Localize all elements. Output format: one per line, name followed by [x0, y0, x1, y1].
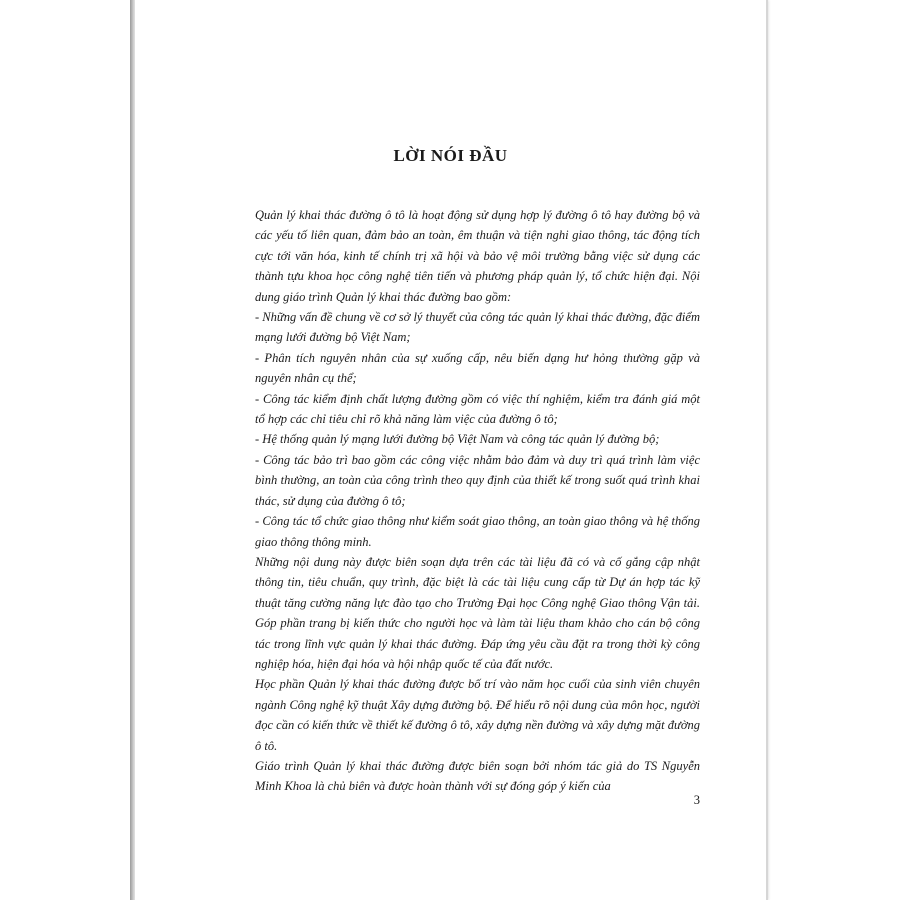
page-edge [766, 0, 768, 900]
paragraph: Quản lý khai thác đường ô tô là hoạt động sử dụng hợp lý đường ô tô hay đường bộ và các yếu tố liên quan, đảm bảo an toàn, êm thuận và tiện nghi giao thông, tác động tích cực tới văn hóa, kinh tế chính trị xã hội và bảo vệ môi trường bằng việc sử dụng các thành tựu khoa học công nghệ tiên tiến và phương pháp quản lý, tổ chức hiện đại. Nội dung giáo trình Quản lý khai thác đường bao gồm: [255, 208, 700, 304]
paragraph: Giáo trình Quản lý khai thác đường được biên soạn bởi nhóm tác giả do TS Nguyễn Minh Khoa là chủ biên và được hoàn thành với sự đóng góp ý kiến của [255, 758, 700, 794]
document-page [135, 0, 766, 900]
paragraph: Những nội dung này được biên soạn dựa trên các tài liệu đã có và cố gắng cập nhật thông tin, tiêu chuẩn, quy trình, đặc biệt là các tài liệu cung cấp từ Dự án hợp tác kỹ thuật tăng cường năng lực đào tạo cho Trường Đại học Công nghệ Giao thông Vận tải. Góp phần trang bị kiến thức cho người học và làm tài liệu tham khảo cho cán bộ công tác trong lĩnh vực quản lý khai thác đường. Đáp ứng yêu cầu đặt ra trong thời kỳ công nghiệp hóa, hiện đại hóa và hội nhập quốc tế của đất nước. [255, 554, 700, 671]
paragraph: - Phân tích nguyên nhân của sự xuống cấp, nêu biến dạng hư hỏng thường gặp và nguyên nhân cụ thể; [255, 350, 700, 386]
paragraph: Học phần Quản lý khai thác đường được bố trí vào năm học cuối của sinh viên chuyên ngành Công nghệ kỹ thuật Xây dựng đường bộ. Để hiểu rõ nội dung của môn học, người đọc cần có kiến thức về thiết kế đường ô tô, xây dựng nền đường và xây dựng mặt đường ô tô. [255, 677, 700, 753]
body-text [255, 205, 700, 797]
paragraph: - Công tác kiểm định chất lượng đường gồm có việc thí nghiệm, kiểm tra đánh giá một tổ hợp các chỉ tiêu chỉ rõ khả năng làm việc của đường ô tô; [255, 391, 700, 427]
page-number: 3 [693, 793, 700, 807]
page-title: LỜI NÓI ĐẦU [393, 146, 508, 165]
paragraph: - Những vấn đề chung về cơ sở lý thuyết của công tác quản lý khai thác đường, đặc điểm mạng lưới đường bộ Việt Nam; [255, 310, 700, 345]
paragraph: - Hệ thống quản lý mạng lưới đường bộ Việt Nam và công tác quản lý đường bộ; [255, 432, 660, 447]
paragraph: - Công tác bảo trì bao gồm các công việc nhằm bảo đảm và duy trì quá trình làm việc bình thường, an toàn của công trình theo quy định của thiết kế trong suốt quá trình khai thác, sử dụng của đường ô tô; [255, 452, 700, 508]
paragraph: - Công tác tổ chức giao thông như kiểm soát giao thông, an toàn giao thông và hệ thống giao thông thông minh. [255, 514, 700, 549]
